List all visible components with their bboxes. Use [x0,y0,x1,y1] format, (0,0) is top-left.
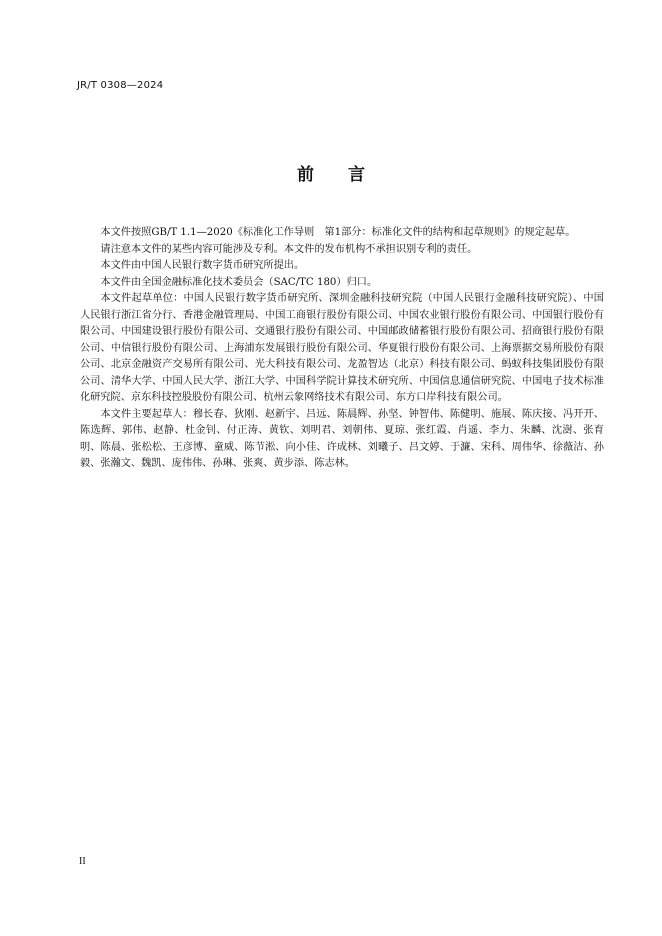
page-number: II [79,856,86,867]
paragraph-drafting-units: 本文件起草单位：中国人民银行数字货币研究所、深圳金融科技研究院（中国人民银行金融科技研究院）、中国人民银行浙江省分行、香港金融管理局、中国工商银行股份有限公司、中国农业银行股份有限公司、中国银行股份有限公司、中国建设银行股份有限公司、交通银行股份有限公司、中国邮政储蓄银行股份有限公司、招商银行股份有限公司、中信银行股份有限公司、上海浦东发展银行股份有限公司、华夏银行股份有限公司、上海票据交易所股份有限公司、北京金融资产交易所有限公司、光大科技有限公司、龙盈智达（北京）科技有限公司、蚂蚁科技集团股份有限公司、清华大学、中国人民大学、浙江大学、中国科学院计算技术研究所、中国信息通信研究院、中国电子技术标准化研究院、京东科技控股股份有限公司、杭州云象网络技术有限公司、东方口岸科技有限公司。 [80,293,604,403]
title-char-1: 前 [297,165,314,185]
standard-number: JR/T 0308—2024 [77,80,164,91]
paragraph-drafters: 本文件主要起草人：穆长春、狄刚、赵新宇、吕远、陈晨辉、孙坚、钟智伟、陈健明、施展、陈庆接、冯开开、陈选辉、郭伟、赵静、杜金钊、付正涛、黄钦、刘明君、刘朝伟、夏琼、张红霞、肖遥、李力、朱麟、沈澍、张育明、陈晨、张松松、王彦博、童威、陈节淞、向小佳、许成林、刘曦子、吕文婷、于濂、宋科、周伟华、徐薇洁、孙毅、张瀚文、魏凯、庞伟伟、孙琳、张爽、黄步添、陈志林。 [80,408,604,469]
foreword-body [80,225,604,473]
paragraph-proposer: 本文件由中国人民银行数字货币研究所提出。 [100,260,305,271]
page-title [0,160,662,185]
title-char-2: 言 [348,165,365,185]
paragraph-drafting-rules: 本文件按照GB/T 1.1—2020《标准化工作导则 第1部分：标准化文件的结构和起草规则》的规定起草。 [100,227,576,238]
paragraph-patent-notice: 请注意本文件的某些内容可能涉及专利。本文件的发布机构不承担识别专利的责任。 [100,243,478,255]
paragraph-committee: 本文件由全国金融标准化技术委员会（SAC/TC 180）归口。 [100,276,378,288]
